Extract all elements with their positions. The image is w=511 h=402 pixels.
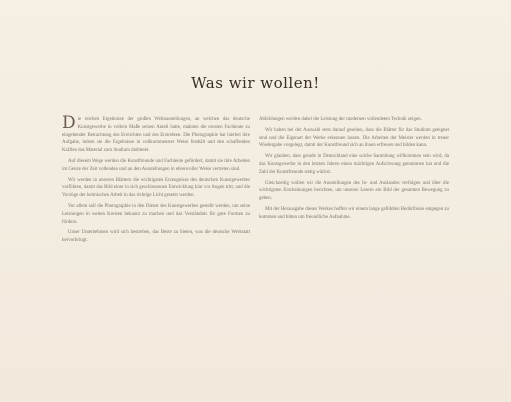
paragraph: Gleichzeitig wollen wir die Ausstellungen des In- und Auslandes verfolgen und über die wichtigsten Erscheinungen berichten, um unseren Lesern ein Bild der gesamten Bewegung zu geben. <box>259 180 449 202</box>
paragraph: Mit der Herausgabe dieses Werkes hoffen wir einem lange gefühlten Bedürfnisse entgegen zu kommen und bitten um freundliche Aufnahme. <box>259 206 449 220</box>
paragraph <box>62 113 250 155</box>
paragraph: Wir haben bei der Auswahl stets darauf gesehen, dass die Blätter für das Studium geeignet sind und die Eigenart der Werke erkennen lassen. Die Arbeiten der Meister werden in treuer Wiedergabe vorgelegt, damit der Kunstfreund sich an ihnen erfreuen und bilden kann. <box>259 127 449 149</box>
right-column <box>259 116 449 225</box>
left-column <box>62 113 250 248</box>
paragraph: Wir glauben, dass gerade in Deutschland eine solche Sammlung willkommen sein wird, da das Kunstgewerbe in den letzten Jahren einen mächtigen Aufschwung genommen hat und die Zahl der Kunstfreunde stetig wächst. <box>259 154 449 175</box>
drop-cap: D <box>62 113 76 133</box>
paragraph: Wir werden in unseren Blättern die wichtigsten Erzeugnisse des deutschen Kunstgewerbes vorführen, damit das Bild einer in sich geschlossenen Entwicklung klar vor Augen tritt, und die Vorzüge der heimischen Arbeit in das richtige Licht gesetzt werden. <box>62 177 250 199</box>
paragraph: Auf diesem Wege werden die Kunstfreunde und Fachleute gefördert, damit sie ihre Arbeiten im Geiste der Zeit vollenden und an den Ausstellungen in ehrenvoller Weise vertreten sind. <box>62 158 250 172</box>
page-title: Was wir wollen! <box>191 74 320 92</box>
paragraph: Vor allem soll die Photographie in den Dienst des Kunstgewerbes gestellt werden, um seine Leistungen in weiten Kreisen bekannt zu machen und das Verständnis für gute Formen zu fördern. <box>62 203 250 225</box>
paragraph: Unser Unternehmen wird sich bestreben, das Beste zu bieten, was die deutsche Werkstatt hervorbringt. <box>62 230 250 244</box>
paragraph: Abbildungen werden dabei die Leistung der modernen vollendeten Technik zeigen. <box>259 117 422 122</box>
paragraph-text: ie reichen Ergebnisse der großen Weltausstellungen, an welchen das deutsche Kunstgewerbe in vollem Maße seinen Anteil hatte, mahnen die ernsten Fachleute zu eingehender Betrachtung des Erreichten und des Erstrebten. Die Photographie hat hierbei ihre Aufgabe, indem sie die Ergebnisse in vollkommenster Weise festhält und den schaffenden Kräften das Material zum Studium darbietet. <box>62 117 250 154</box>
